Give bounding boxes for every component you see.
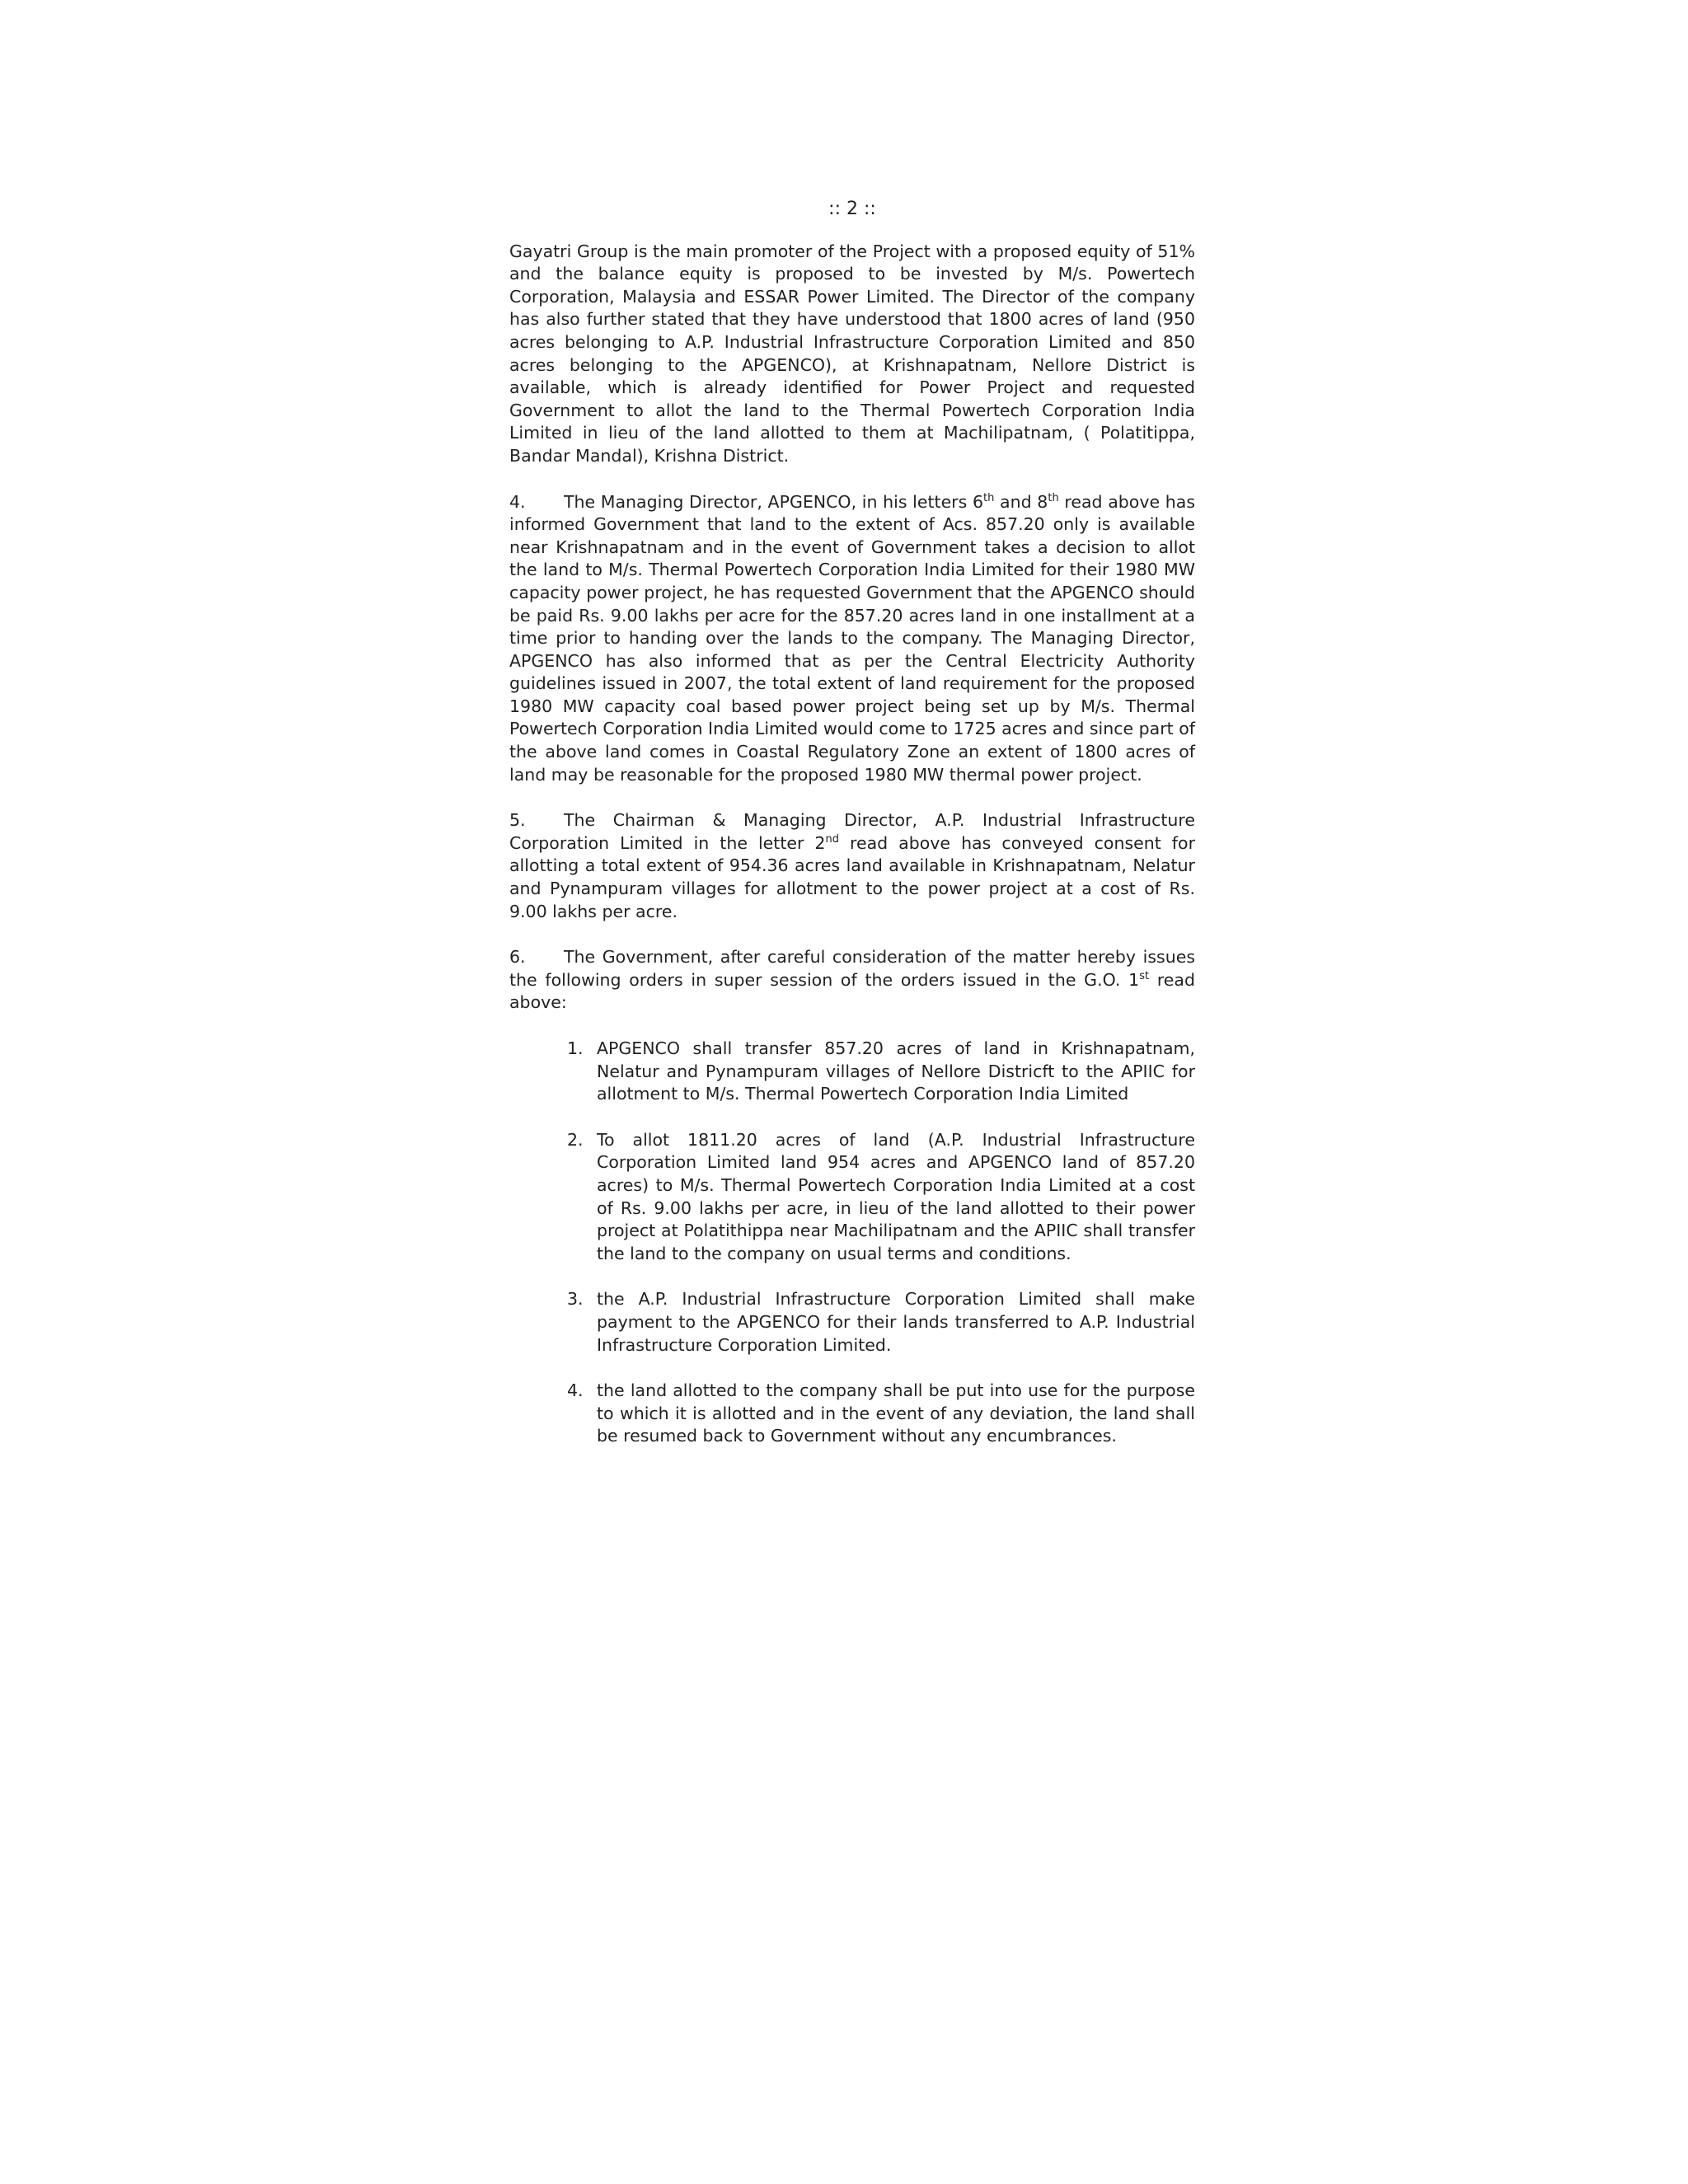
paragraph-4 [509,491,1195,787]
paragraph-6-number: 6. [509,947,526,968]
order-item [567,1288,1195,1357]
order-item-number: 2. [567,1129,584,1150]
paragraph-4-text-a: The Managing Director, APGENCO, in his letters 6 [564,491,984,512]
order-item-text: the land allotted to the company shall be put into use for the purpose to which it is allotted and in the event of any deviation, the land shall be resumed back to Government without any encumbrances. [597,1380,1195,1446]
paragraph-5-number: 5. [509,810,526,831]
order-item-number: 4. [567,1380,584,1401]
order-item-text: APGENCO shall transfer 857.20 acres of land in Krishnapatnam, Nelatur and Pynampuram villages of Nellore Districft to the APIIC for allotment to M/s. Thermal Powertech Corporation India Limited [597,1038,1195,1104]
paragraph-5-text-a: The Chairman & Managing Director, A.P. Industrial Infrastructure Corporation Limited in the letter 2 [509,810,1195,853]
paragraph-5-sup-a: nd [825,833,839,846]
paragraph-6-text-b: read above: [509,969,1195,1013]
orders-list [509,1038,1195,1448]
document-page [509,198,1195,1471]
page-number: :: 2 :: [828,199,876,219]
paragraph-6 [509,946,1195,1015]
order-item [567,1038,1195,1106]
paragraph-6-sup-a: st [1139,969,1150,982]
paragraph-4-text-b: and 8 [994,491,1048,512]
paragraph-5 [509,809,1195,923]
order-item-text: To allot 1811.20 acres of land (A.P. Industrial Infrastructure Corporation Limited land 954 acres and APGENCO land of 857.20 acres) to M/s. Thermal Powertech Corporation India Limited at a cost of Rs. 9.00 lakhs per acre, in lieu of the land allotted to their power project at Polatithippa near Machilipatnam and the APIIC shall transfer the land to the company on usual terms and conditions. [597,1129,1195,1263]
order-item [567,1380,1195,1448]
order-item-number: 1. [567,1038,584,1058]
paragraph-4-sup-b: th [1048,491,1059,504]
order-item-number: 3. [567,1289,584,1310]
paragraph-4-text-c: read above has informed Government that land to the extent of Acs. 857.20 only is available near Krishnapatnam and in the event of Government takes a decision to allot the land to M/s. Thermal Powertech Corporation India Limited for their 1980 MW capacity power project, he has requested Government that the APGENCO should be paid Rs. 9.00 lakhs per acre for the 857.20 acres land in one installment at a time prior to handing over the lands to the company. The Managing Director, APGENCO has also informed that as per the Central Electricity Authority guidelines issued in 2007, the total extent of land requirement for the proposed 1980 MW capacity coal based power project being set up by M/s. Thermal Powertech Corporation India Limited would come to 1725 acres and since part of the above land comes in Coastal Regulatory Zone an extent of 1800 acres of land may be reasonable for the proposed 1980 MW thermal power project. [509,491,1195,785]
order-item-text: the A.P. Industrial Infrastructure Corporation Limited shall make payment to the APGENCO for their lands transferred to A.P. Industrial Infrastructure Corporation Limited. [597,1289,1195,1355]
order-item [567,1129,1195,1266]
paragraph-4-number: 4. [509,491,526,512]
intro-paragraph: Gayatri Group is the main promoter of the Project with a proposed equity of 51% and the balance equity is proposed to be invested by M/s. Powertech Corporation, Malaysia and ESSAR Power Limited. The Director of the company has also further stated that they have understood that 1800 acres of land (950 acres belonging to A.P. Industrial Infrastructure Corporation Limited and 850 acres belonging to the APGENCO), at Krishnapatnam, Nellore District is available, which is already identified for Power Project and requested Government to allot the land to the Thermal Powertech Corporation India Limited in lieu of the land allotted to them at Machilipatnam, ( Polatitippa, Bandar Mandal), Krishna District. [509,241,1195,466]
paragraph-5-text-b: read above has conveyed consent for allotting a total extent of 954.36 acres land available in Krishnapatnam, Nelatur and Pynampuram villages for allotment to the power project at a cost of Rs. 9.00 lakhs per acre. [509,832,1195,921]
paragraph-6-text-a: The Government, after careful consideration of the matter hereby issues the following orders in super session of the orders issued in the G.O. 1 [509,947,1195,990]
paragraph-4-sup-a: th [983,491,995,504]
